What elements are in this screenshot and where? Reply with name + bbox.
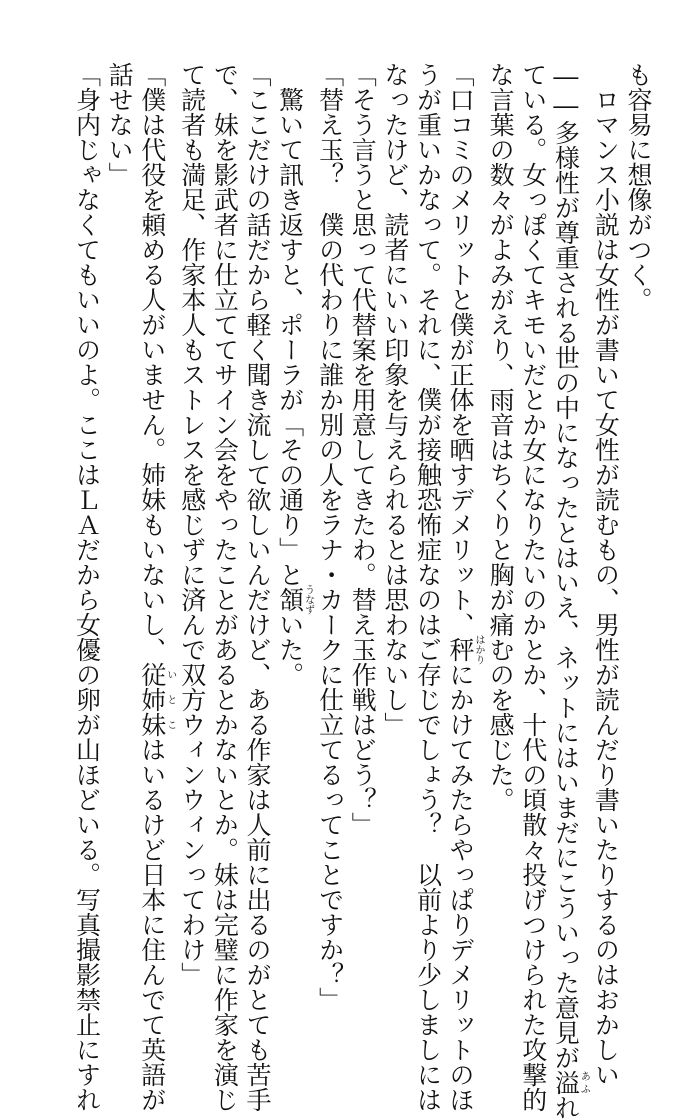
furigana-reading: いとこ <box>164 662 176 737</box>
text-line: ロマンス小説は女性が書いて女性が読むもの、男性が読んだり書いたりするのはおかしい <box>591 62 621 1087</box>
text-line: 「替え玉？ 僕の代わりに誰か別の人をラナ・カークに仕立てるってことですか？」 <box>315 62 345 1012</box>
furigana-ruby: 溢あふ <box>551 1070 590 1095</box>
text-line: 話せない」 <box>105 62 135 187</box>
furigana-ruby: 従姉妹いとこ <box>137 662 176 737</box>
furigana-reading: うなず <box>302 584 314 615</box>
text-line: うが重いかなって。それに、僕が接触恐怖症なのはご存じでしょう？ 以前より少しましには <box>413 62 443 1112</box>
furigana-ruby: 頷うなず <box>275 584 314 615</box>
text-line: な言葉の数々がよみがえり、雨音はちくりと胸が痛むのを感じた。 <box>486 62 516 812</box>
text-line: 「口コミのメリットと僕が正体を晒すデメリット、秤はかりにかけてみたらやっぱりデメリットのほ <box>446 62 485 1112</box>
text-line: ――多様性が尊重される世の中になったとはいえ、ネットにはいまだにこういった意見が溢あふれ <box>551 62 590 1120</box>
vertical-text-body <box>70 62 654 1120</box>
furigana-reading: あふ <box>578 1070 590 1095</box>
text-line: 「ここだけの話だから軽く聞き流して欲しいんだけど、ある作家は人前に出るのがとても苦手 <box>242 62 272 1112</box>
text-line: 「そう言うと思って代替案を用意してきたわ。替え玉作戦はどう？」 <box>348 62 378 837</box>
text-line: 驚いて訊き返すと、ポーラが「その通り」と頷うなずいた。 <box>275 62 314 687</box>
text-line: で、妹を影武者に仕立ててサイン会をやったことがあるとかないとか。妹は完璧に作家を演じ <box>210 62 240 1112</box>
text-line: も容易に想像がつく。 <box>624 62 653 312</box>
text-line: 「身内じゃなくてもいいのよ。ここはＬＡだから女優の卵が山ほどいる。写真撮影禁止にすれ <box>72 62 102 1112</box>
text-line: ている。女っぽくてキモいだとか女になりたいのかとか、十代の頃散々投げつけられた攻撃的 <box>518 62 548 1112</box>
text-line: なったけど、読者にいい印象を与えられるとは思わないし」 <box>380 62 410 737</box>
text-line: て読者も満足、作家本人もストレスを感じずに済んで双方ウィンウィンってわけ」 <box>177 62 207 987</box>
furigana-ruby: 秤はかり <box>446 634 485 665</box>
text-line: 「僕は代役を頼める人がいません。姉妹もいないし、従姉妹いとこはいるけど日本に住んでて英語が <box>137 62 176 1112</box>
furigana-reading: はかり <box>473 634 485 665</box>
